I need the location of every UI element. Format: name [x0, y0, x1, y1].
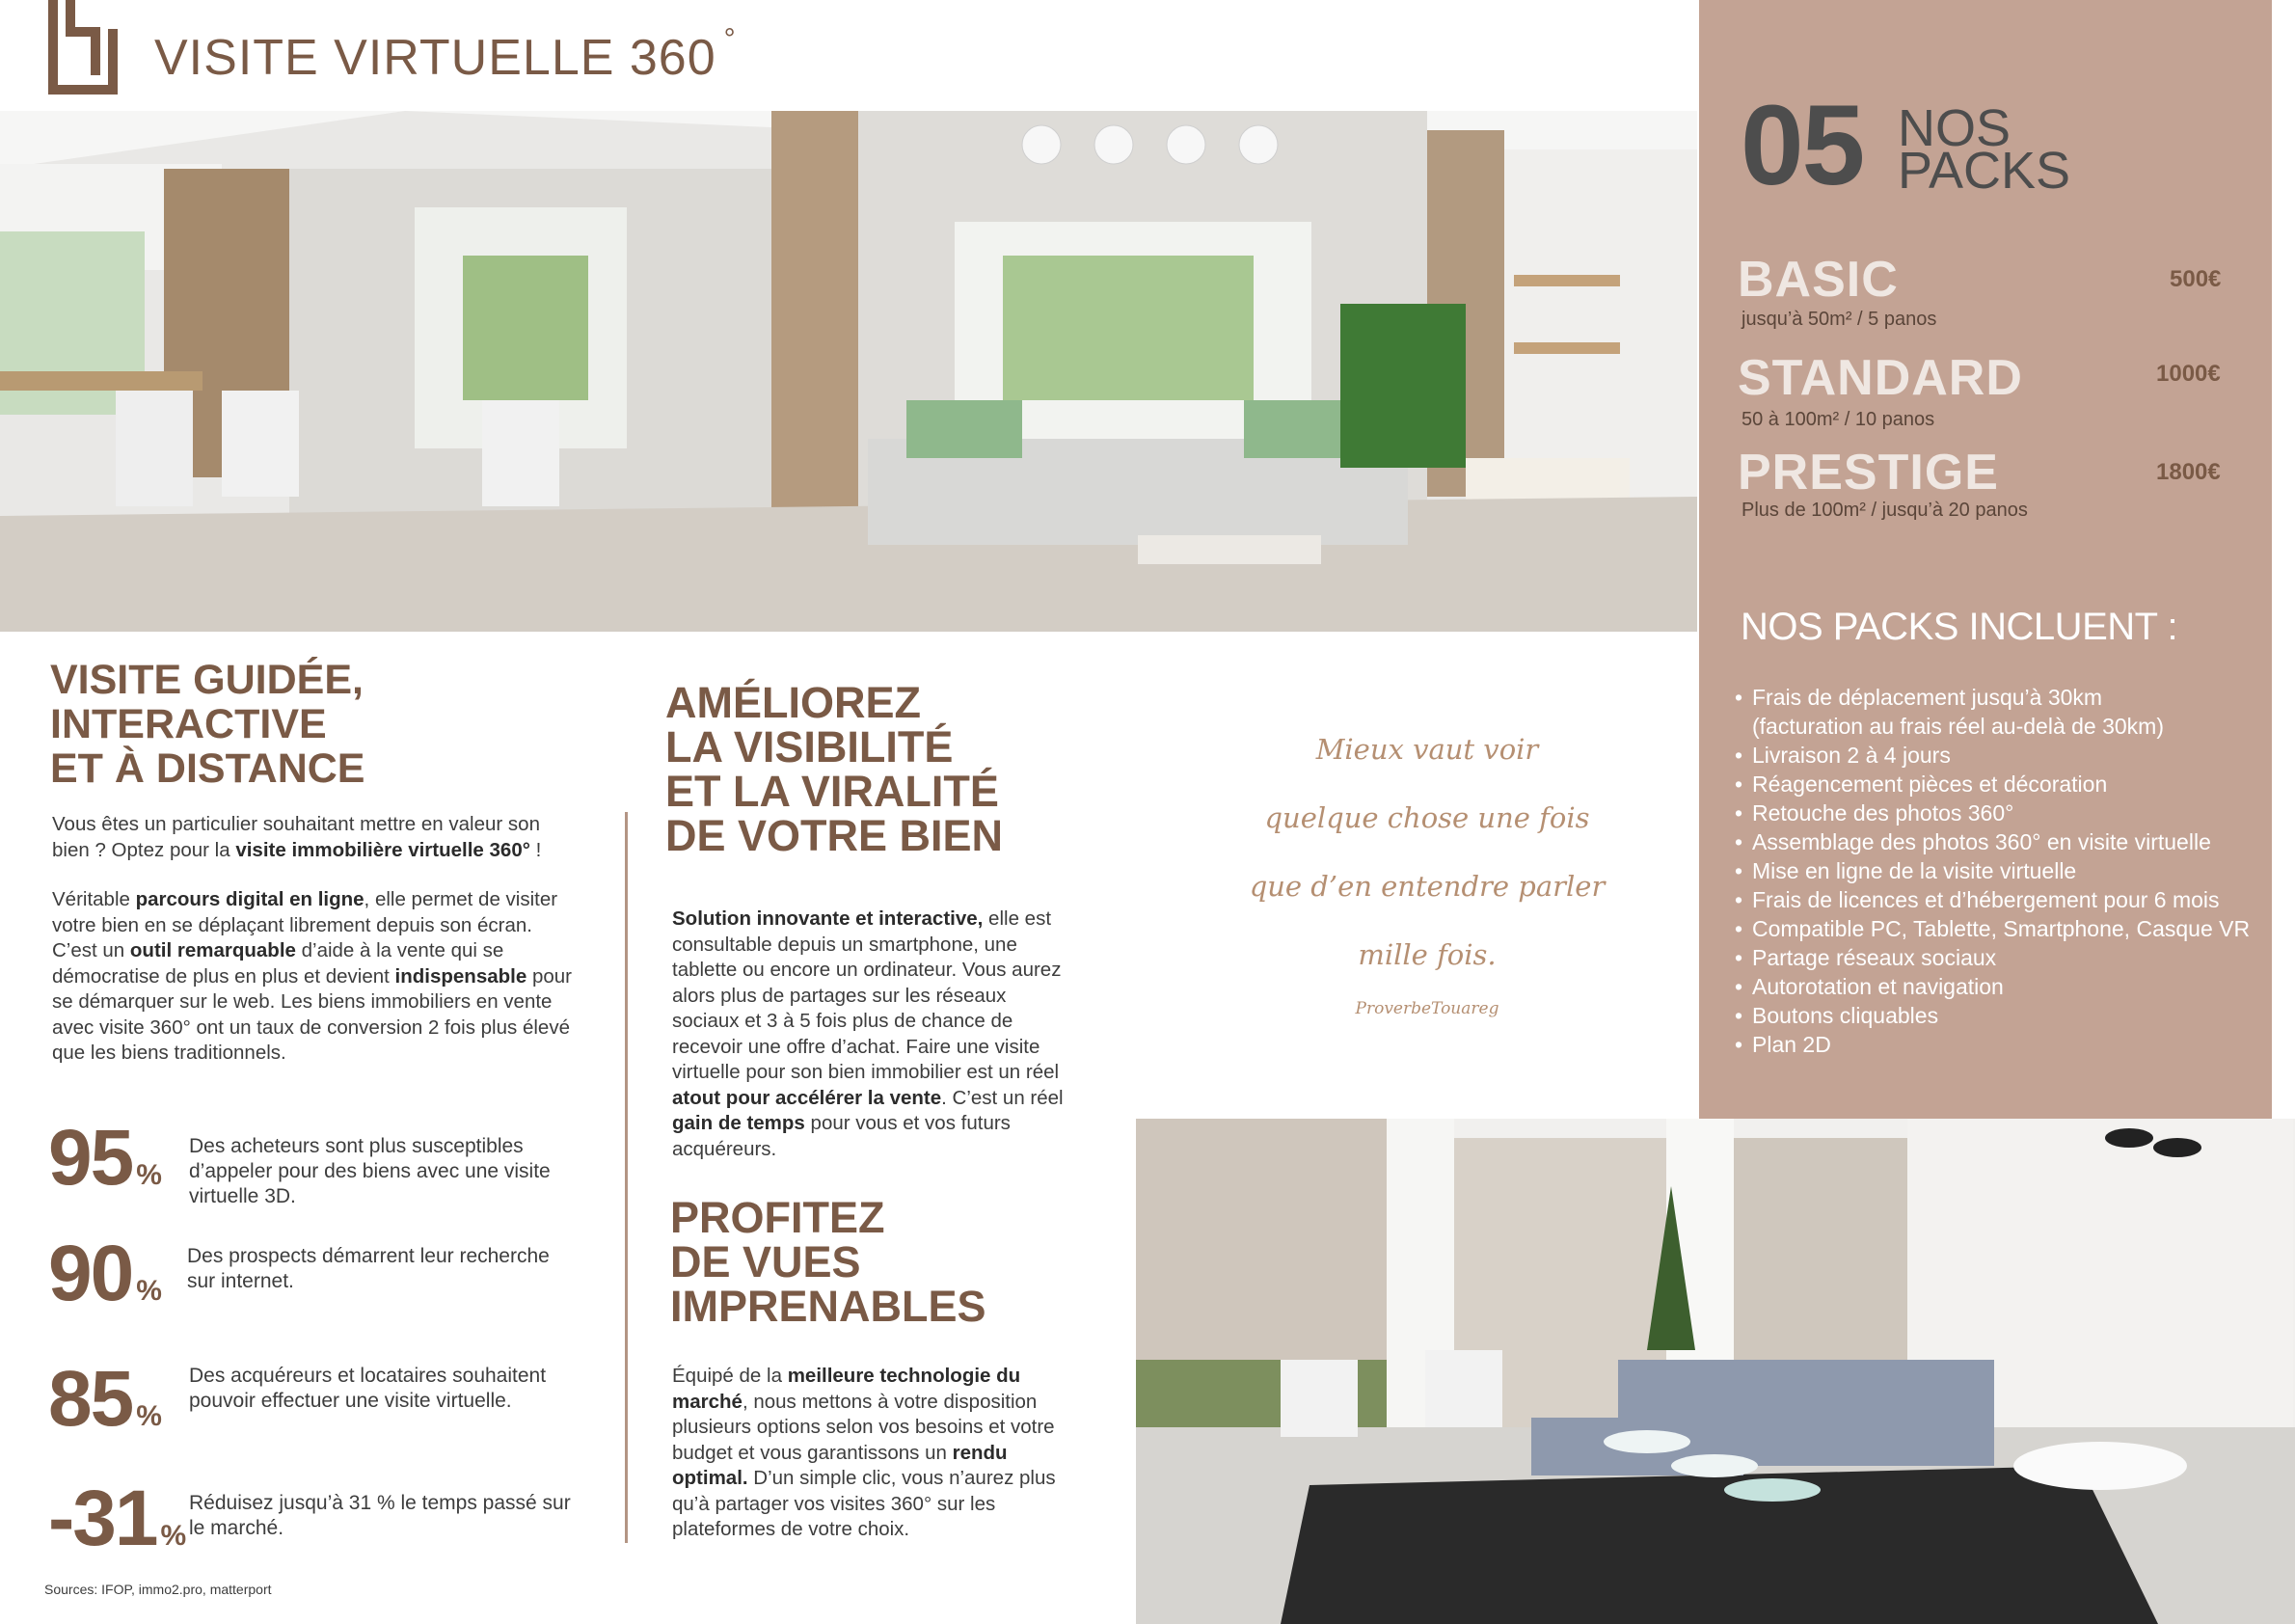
pack-desc: jusqu’à 50m² / 5 panos [1742, 309, 1937, 330]
list-item: • Livraison 2 à 4 jours [1731, 741, 2261, 770]
pack-name: STANDARD [1738, 350, 2023, 406]
list-item: • Boutons cliquables [1731, 1001, 2261, 1030]
proverb-quote: Mieux vaut voir quelque chose une fois que d’en entendre parler mille fois. [1249, 733, 1606, 971]
living-room-photo [1136, 1119, 2295, 1624]
stat-value: 90 % [48, 1230, 162, 1317]
includes-list [1731, 683, 2261, 1059]
middle-heading: AMÉLIOREZ LA VISIBILITÉ ET LA VIRALITÉ DE VOTRE BIEN [665, 678, 1004, 860]
list-item: • Partage réseaux sociaux [1731, 943, 2261, 972]
sources-note: Sources: IFOP, immo2.pro, matterport [44, 1582, 272, 1597]
packs-title-line2: PACKS [1898, 142, 2071, 200]
left-heading: VISITE GUIDÉE, INTERACTIVE ET À DISTANCE [50, 657, 365, 792]
left-intro: Vous êtes un particulier souhaitant mettre en valeur son bien ? Optez pour la visite immobilière virtuelle 360° ! [52, 813, 542, 861]
middle-body: Solution innovante et interactive, elle est consultable depuis un smartphone, une tablette ou encore un ordinateur. Vous aurez alors plus de partages sur les réseaux sociaux et 3 à 5 fois plus de chance de recevoir une offre d’achat. Faire une visite virtuelle pour son bien immobilier est un réel atout pour accélérer la vente. C’est un réel gain de temps pour vous et vos futurs acquéreurs. [672, 907, 1064, 1160]
pack-name: PRESTIGE [1738, 445, 1999, 501]
pack-price: 1000€ [2156, 361, 2221, 387]
section-number: 05 [1741, 82, 1864, 209]
pack-name: BASIC [1738, 252, 1899, 308]
list-item: • Retouche des photos 360° [1731, 798, 2261, 827]
middle-body-2: Équipé de la meilleure technologie du marché, nous mettons à votre disposition plusieurs options selon vos besoins et votre budget et vous garantissons un rendu optimal. D’un simple clic, vous n’aurez plus qu’à partager vos visites 360° sur les plateformes de votre choix. [672, 1365, 1056, 1540]
pack-desc: Plus de 100m² / jusqu’à 20 panos [1742, 500, 2028, 521]
left-body: Véritable parcours digital en ligne, elle permet de visiter votre bien en se déplaçant librement depuis son écran. C’est un outil remarquable d’aide à la vente qui se démocratise de plus en plus et devient indispensable pour se démarquer sur le web. Les biens immobiliers en vente avec visite 360° ont un taux de conversion 2 fois plus élevé que les biens traditionnels. [52, 888, 572, 1064]
stat-text: Des prospects démarrent leur recherche sur internet. [187, 1245, 550, 1292]
pack-price: 1800€ [2156, 459, 2221, 485]
hero-living-room-image [0, 111, 1697, 632]
quote-author: ProverbeTouareg [1355, 999, 1499, 1018]
list-item: • Assemblage des photos 360° en visite virtuelle [1731, 827, 2261, 856]
list-item: • Plan 2D [1731, 1030, 2261, 1059]
column-divider [625, 812, 628, 1543]
stat-value: 95 % [48, 1114, 162, 1202]
list-item: • Frais de déplacement jusqu’à 30km [1731, 683, 2261, 712]
pack-desc: 50 à 100m² / 10 panos [1742, 409, 1935, 430]
list-item: • Compatible PC, Tablette, Smartphone, Casque VR [1731, 914, 2261, 943]
list-item: (facturation au frais réel au-delà de 30km) [1752, 714, 2164, 739]
page-title: VISITE VIRTUELLE 360 ° [154, 23, 737, 86]
packs-title-line1: NOS [1898, 99, 2012, 157]
middle-heading-2: PROFITEZ DE VUES IMPRENABLES [670, 1193, 986, 1331]
pack-price: 500€ [2170, 266, 2222, 292]
list-item: • Autorotation et navigation [1731, 972, 2261, 1001]
stat-value: -31 % [48, 1475, 187, 1562]
includes-title: NOS PACKS INCLUENT : [1741, 606, 2178, 648]
list-item: • Mise en ligne de la visite virtuelle [1731, 856, 2261, 885]
stat-text: Des acheteurs sont plus susceptibles d’appeler pour des biens avec une visite virtuelle 3D. [189, 1135, 551, 1207]
list-item: • Frais de licences et d’hébergement pour 6 mois [1731, 885, 2261, 914]
stat-value: 85 % [48, 1355, 162, 1443]
stat-text: Des acquéreurs et locataires souhaitent pouvoir effectuer une visite virtuelle. [189, 1365, 547, 1412]
stat-text: Réduisez jusqu’à 31 % le temps passé sur le marché. [189, 1492, 571, 1539]
list-item: • Réagencement pièces et décoration [1731, 770, 2261, 798]
